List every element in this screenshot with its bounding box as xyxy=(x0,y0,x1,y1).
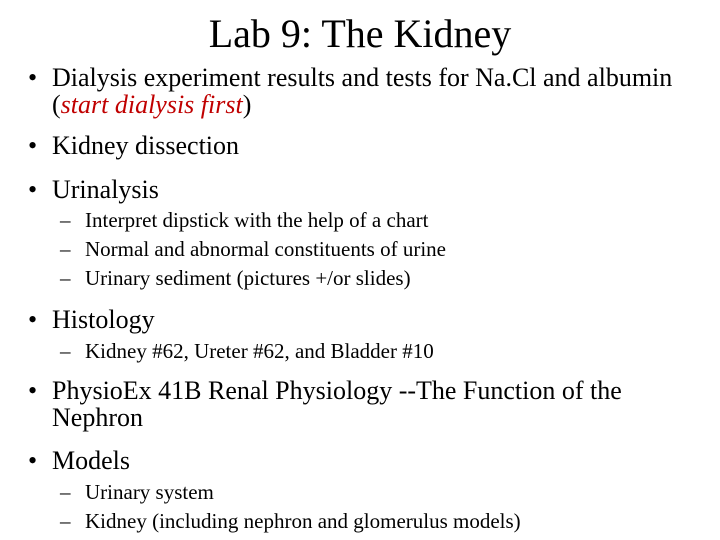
bullet-physioex xyxy=(28,377,698,431)
sub-marker: – xyxy=(60,237,71,261)
bullet-text xyxy=(52,64,698,118)
bullet-marker: • xyxy=(28,376,38,405)
bullet-text: Urinalysis xyxy=(52,175,159,204)
sub-marker: – xyxy=(60,339,71,363)
bullet-marker: • xyxy=(28,305,38,334)
bullet-marker: • xyxy=(28,63,38,92)
subitem-dipstick xyxy=(60,208,700,232)
bullet-text-after: ) xyxy=(242,90,252,119)
sub-text: Interpret dipstick with the help of a chart xyxy=(85,208,429,232)
subitem-histology-slides xyxy=(60,339,700,363)
sub-text: Urinary sediment (pictures +/or slides) xyxy=(85,266,411,290)
bullet-text: PhysioEx 41B Renal Physiology --The Function of the Nephron xyxy=(52,376,622,432)
sub-text: Normal and abnormal constituents of urine xyxy=(85,237,446,261)
bullet-urinalysis xyxy=(28,176,698,203)
bullet-histology xyxy=(28,306,698,333)
bullet-kidney-dissection xyxy=(28,132,698,159)
sub-text: Kidney #62, Ureter #62, and Bladder #10 xyxy=(85,339,434,363)
subitem-sediment xyxy=(60,266,700,290)
bullet-text: Kidney dissection xyxy=(52,131,240,160)
sub-text: Kidney (including nephron and glomerulus models) xyxy=(85,509,521,533)
subitem-constituents xyxy=(60,237,700,261)
bullet-marker: • xyxy=(28,175,38,204)
bullet-text: Histology xyxy=(52,305,155,334)
subitem-kidney-models xyxy=(60,509,700,533)
sub-marker: – xyxy=(60,480,71,504)
sub-marker: – xyxy=(60,266,71,290)
bullet-models xyxy=(28,447,698,474)
bullet-text: Models xyxy=(52,446,130,475)
bullet-text-before: Dialysis experiment results and tests for Na.Cl and albumin ( xyxy=(52,63,673,119)
sub-text: Urinary system xyxy=(85,480,214,504)
sub-marker: – xyxy=(60,509,71,533)
bullet-dialysis xyxy=(28,64,698,118)
sub-marker: – xyxy=(60,208,71,232)
bullet-marker: • xyxy=(28,446,38,475)
subitem-urinary-system xyxy=(60,480,700,504)
slide-title: Lab 9: The Kidney xyxy=(208,11,512,56)
bullet-emphasis: start dialysis first xyxy=(60,90,243,119)
bullet-marker: • xyxy=(28,131,38,160)
